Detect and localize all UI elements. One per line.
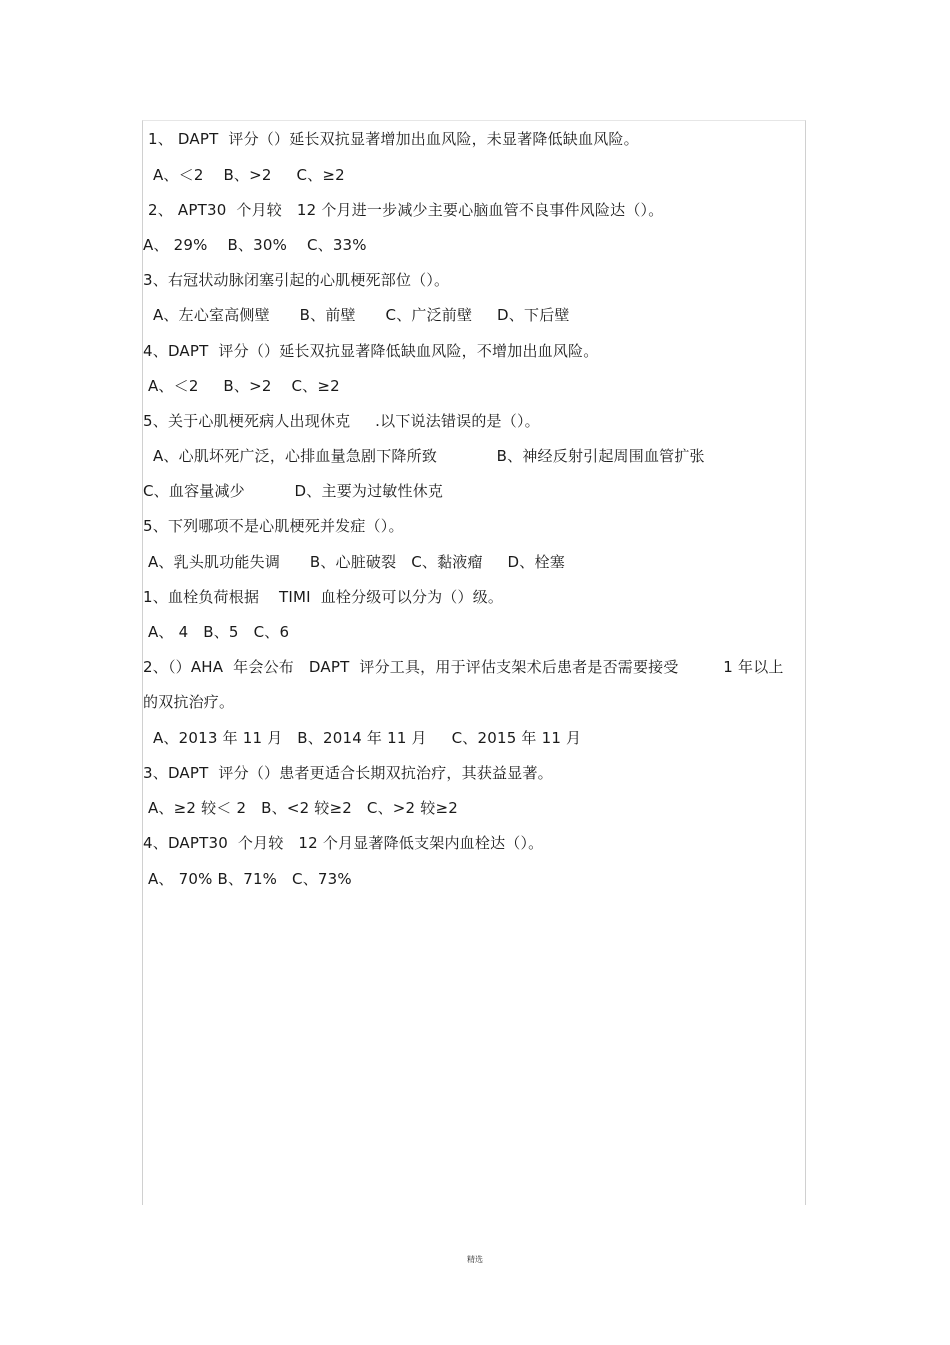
text-line: A、2013 年 11 月 B、2014 年 11 月 C、2015 年 11 月 bbox=[148, 729, 582, 747]
text-line: A、＜2 B、>2 C、≥2 bbox=[143, 377, 340, 395]
text-line: 3、右冠状动脉闭塞引起的心肌梗死部位（）。 bbox=[143, 271, 450, 289]
text-line: 1、 DAPT 评分（）延长双抗显著增加出血风险，未显著降低缺血风险。 bbox=[148, 130, 639, 148]
text-line: A、＜2 B、>2 C、≥2 bbox=[148, 166, 345, 184]
text-line: 4、DAPT 评分（）延长双抗显著降低缺血风险，不增加出血风险。 bbox=[143, 342, 599, 360]
page-footer: 精选 bbox=[467, 1255, 483, 1264]
text-line: 5、关于心肌梗死病人出现休克 .以下说法错误的是（）。 bbox=[143, 412, 540, 430]
text-line: A、 4 B、5 C、6 bbox=[143, 623, 290, 641]
text-line: C、血容量减少 D、主要为过敏性休克 bbox=[143, 482, 444, 500]
text-line: 5、下列哪项不是心肌梗死并发症（）。 bbox=[143, 517, 404, 535]
text-line: 2、 APT30 个月较 12 个月进一步减少主要心脑血管不良事件风险达（）。 bbox=[143, 201, 664, 219]
text-line: 的双抗治疗。 bbox=[143, 693, 235, 711]
text-line: A、乳头肌功能失调 B、心脏破裂 C、黏液瘤 D、栓塞 bbox=[143, 553, 565, 571]
text-line: 1、血栓负荷根据 TIMI 血栓分级可以分为（）级。 bbox=[143, 588, 504, 606]
text-line: 3、DAPT 评分（）患者更适合长期双抗治疗，其获益显著。 bbox=[143, 764, 553, 782]
text-line: 2、（）AHA 年会公布 DAPT 评分工具，用于评估支架术后患者是否需要接受 1 年以上 bbox=[143, 658, 784, 676]
text-line: A、 29% B、30% C、33% bbox=[143, 236, 367, 254]
text-line: A、 70% B、71% C、73% bbox=[143, 870, 352, 888]
text-line: A、心肌坏死广泛，心排血量急剧下降所致 B、神经反射引起周围血管扩张 bbox=[148, 447, 705, 465]
text-line: A、≥2 较＜ 2 B、<2 较≥2 C、>2 较≥2 bbox=[143, 799, 458, 817]
text-line: A、左心室高侧壁 B、前壁 C、广泛前壁 D、下后壁 bbox=[148, 306, 570, 324]
text-line: 4、DAPT30 个月较 12 个月显著降低支架内血栓达（）。 bbox=[143, 834, 544, 852]
